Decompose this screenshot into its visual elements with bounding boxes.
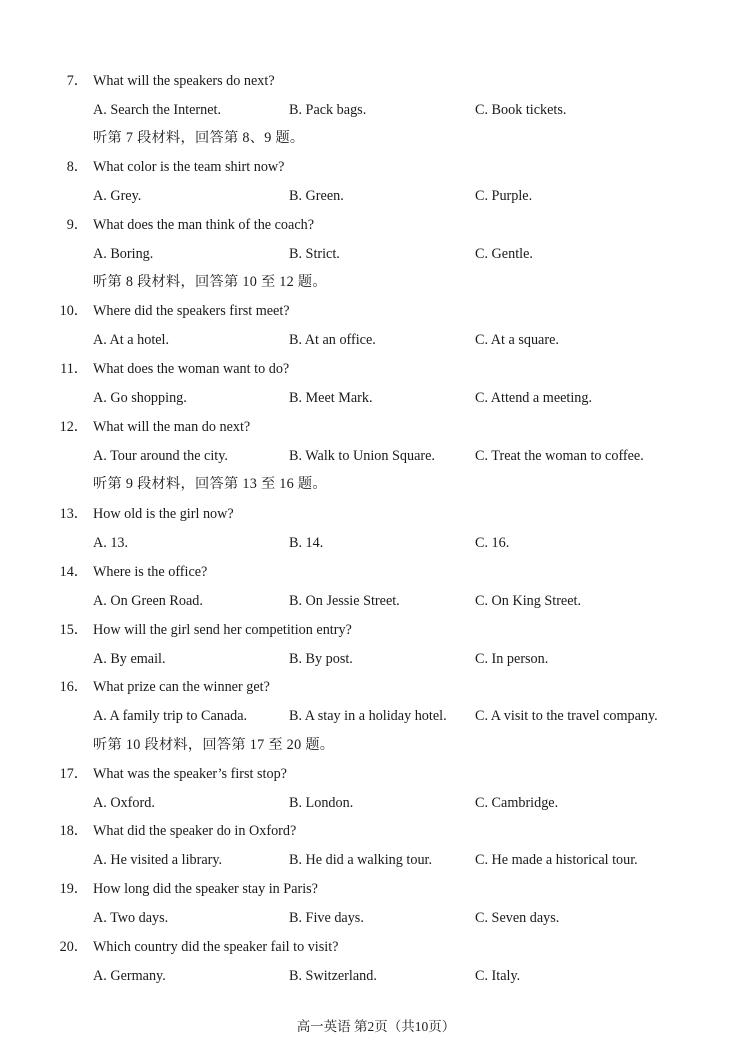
- question-text: How old is the girl now?: [93, 506, 234, 522]
- option-a: A. By email.: [93, 651, 166, 667]
- option-a: A. Grey.: [93, 188, 142, 204]
- option-a: A. Boring.: [93, 246, 154, 262]
- question-text: Where did the speakers first meet?: [93, 303, 290, 319]
- section-instruction-text: 听第 9 段材料，回答第 13 至 16 题。: [93, 476, 327, 492]
- option-b: B. Meet Mark.: [289, 390, 373, 406]
- question-text: What color is the team shirt now?: [93, 159, 285, 175]
- option-b: B. By post.: [289, 651, 353, 667]
- option-b: B. Strict.: [289, 246, 340, 262]
- question-text: How will the girl send her competition entry?: [93, 622, 352, 638]
- option-c: C. 16.: [475, 535, 510, 551]
- question-number: 19．: [59, 881, 88, 897]
- option-c: C. On King Street.: [475, 593, 582, 609]
- question-number: 14．: [59, 564, 88, 580]
- question-text: What was the speaker’s first stop?: [93, 766, 287, 782]
- question-text: What will the man do next?: [93, 419, 251, 435]
- option-c: C. In person.: [475, 651, 549, 667]
- question-text: What did the speaker do in Oxford?: [93, 823, 297, 839]
- question-text: How long did the speaker stay in Paris?: [93, 881, 318, 897]
- option-c: C. Cambridge.: [475, 795, 559, 811]
- question-text: What will the speakers do next?: [93, 73, 275, 89]
- option-b: B. A stay in a holiday hotel.: [289, 708, 447, 724]
- option-c: C. Attend a meeting.: [475, 390, 593, 406]
- question-number: 10．: [59, 303, 88, 319]
- section-instruction-text: 听第 10 段材料，回答第 17 至 20 题。: [93, 737, 335, 753]
- option-c: C. Seven days.: [475, 910, 560, 926]
- question-number: 16．: [59, 679, 88, 695]
- option-b: B. London.: [289, 795, 354, 811]
- section-instruction-text: 听第 7 段材料，回答第 8、9 题。: [93, 130, 305, 146]
- page-footer: 高一英语 第2页（共10页）: [296, 1019, 456, 1034]
- question-number: 20．: [59, 939, 88, 955]
- question-text: What prize can the winner get?: [93, 679, 270, 695]
- option-a: A. On Green Road.: [93, 593, 203, 609]
- option-a: A. A family trip to Canada.: [93, 708, 248, 724]
- option-a: A. 13.: [93, 535, 129, 551]
- section-instruction-text: 听第 8 段材料，回答第 10 至 12 题。: [93, 274, 327, 290]
- option-b: B. At an office.: [289, 332, 376, 348]
- option-c: C. At a square.: [475, 332, 559, 348]
- question-number: 9．: [66, 217, 88, 233]
- question-text: What does the woman want to do?: [93, 361, 290, 377]
- question-number: 12．: [59, 419, 88, 435]
- option-a: A. Oxford.: [93, 795, 155, 811]
- question-number: 8．: [66, 159, 88, 175]
- option-b: B. Switzerland.: [289, 968, 377, 984]
- option-c: C. Italy.: [475, 968, 521, 984]
- option-b: B. Green.: [289, 188, 344, 204]
- option-c: C. He made a historical tour.: [475, 852, 638, 868]
- question-text: Which country did the speaker fail to visit?: [93, 939, 339, 955]
- option-c: C. A visit to the travel company.: [475, 708, 658, 724]
- option-b: B. Walk to Union Square.: [289, 448, 435, 464]
- option-a: A. At a hotel.: [93, 332, 170, 348]
- option-b: B. On Jessie Street.: [289, 593, 400, 609]
- option-a: A. Go shopping.: [93, 390, 187, 406]
- option-a: A. Germany.: [93, 968, 166, 984]
- question-number: 17．: [59, 766, 88, 782]
- option-c: C. Gentle.: [475, 246, 533, 262]
- option-b: B. He did a walking tour.: [289, 852, 433, 868]
- option-a: A. He visited a library.: [93, 852, 223, 868]
- question-text: What does the man think of the coach?: [93, 217, 315, 233]
- option-c: C. Treat the woman to coffee.: [475, 448, 644, 464]
- question-text: Where is the office?: [93, 564, 208, 580]
- question-number: 18．: [59, 823, 88, 839]
- option-b: B. 14.: [289, 535, 324, 551]
- option-a: A. Two days.: [93, 910, 169, 926]
- option-a: A. Search the Internet.: [93, 102, 222, 118]
- question-number: 15．: [59, 622, 88, 638]
- option-a: A. Tour around the city.: [93, 448, 228, 464]
- option-b: B. Pack bags.: [289, 102, 367, 118]
- option-c: C. Book tickets.: [475, 102, 567, 118]
- option-c: C. Purple.: [475, 188, 533, 204]
- question-number: 7．: [66, 73, 88, 89]
- question-number: 13．: [59, 506, 88, 522]
- question-number: 11．: [60, 361, 88, 377]
- option-b: B. Five days.: [289, 910, 364, 926]
